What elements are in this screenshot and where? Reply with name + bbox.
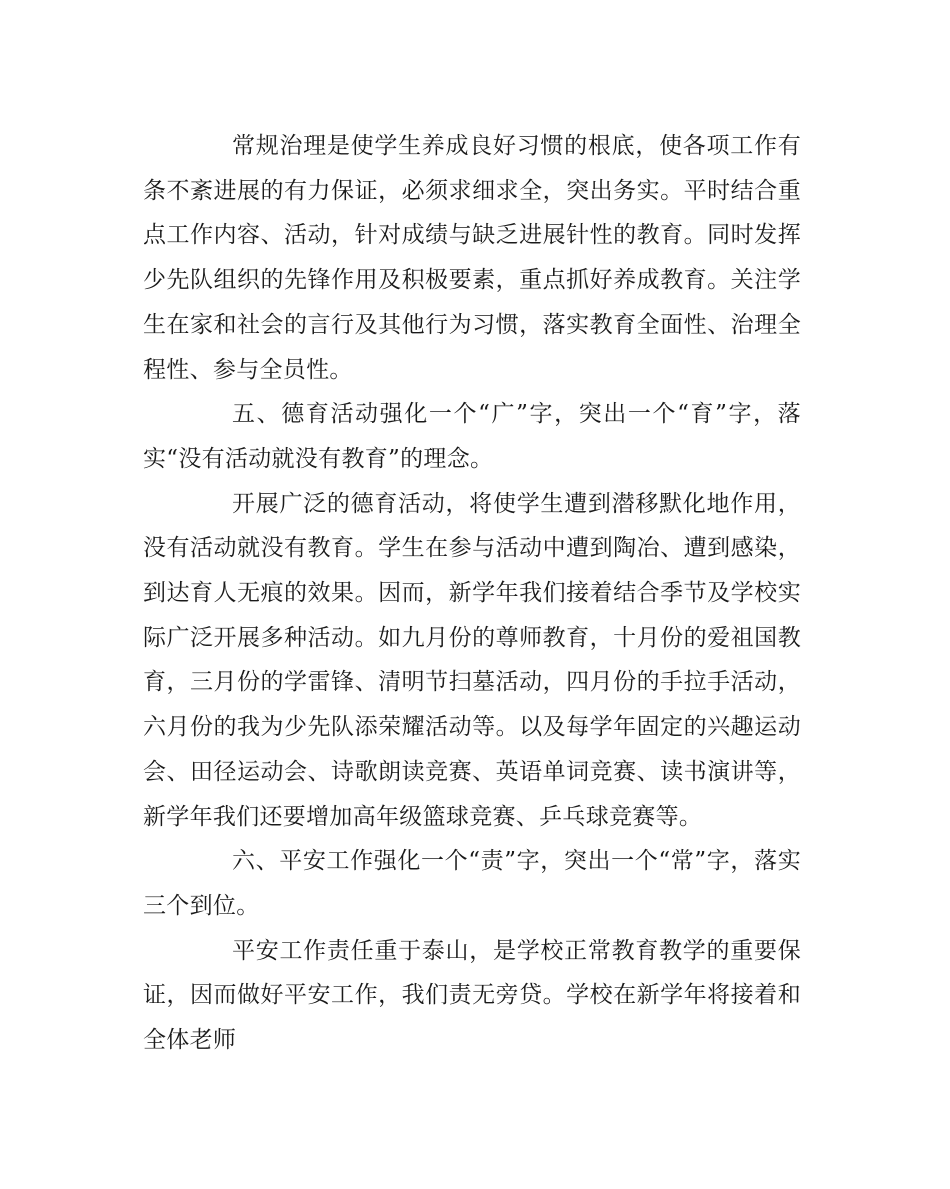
body-text xyxy=(143,124,801,1063)
paragraph-routine-management: 常规治理是使学生养成良好习惯的根底，使各项工作有条不紊进展的有力保证，必须求细求全，突出务实。平时结合重点工作内容、活动，针对成绩与缺乏进展针性的教育。同时发挥少先队组织的先锋作用及积极要素，重点抓好养成教育。关注学生在家和社会的言行及其他行为习惯，落实教育全面性、治理全程性、参与全员性。 xyxy=(143,133,801,383)
heading-five-moral-activities: 五、德育活动强化一个“广”字，突出一个“育”字，落实“没有活动就没有教育”的理念。 xyxy=(143,401,801,472)
paragraph-moral-activities: 开展广泛的德育活动，将使学生遭到潜移默化地作用，没有活动就没有教育。学生在参与活动中遭到陶冶、遭到感染，到达育人无痕的效果。因而，新学年我们接着结合季节及学校实际广泛开展多种活动。如九月份的尊师教育，十月份的爱祖国教育，三月份的学雷锋、清明节扫墓活动，四月份的手拉手活动，六月份的我为少先队添荣耀活动等。以及每学年固定的兴趣运动会、田径运动会、诗歌朗读竞赛、英语单词竞赛、读书演讲等，新学年我们还要增加高年级篮球竞赛、乒乓球竞赛等。 xyxy=(143,490,801,830)
heading-six-safety-work: 六、平安工作强化一个“责”字，突出一个“常”字，落实三个到位。 xyxy=(143,848,801,919)
paragraph-safety-work: 平安工作责任重于泰山，是学校正常教育教学的重要保证，因而做好平安工作，我们责无旁贷。学校在新学年将接着和全体老师 xyxy=(143,937,801,1054)
